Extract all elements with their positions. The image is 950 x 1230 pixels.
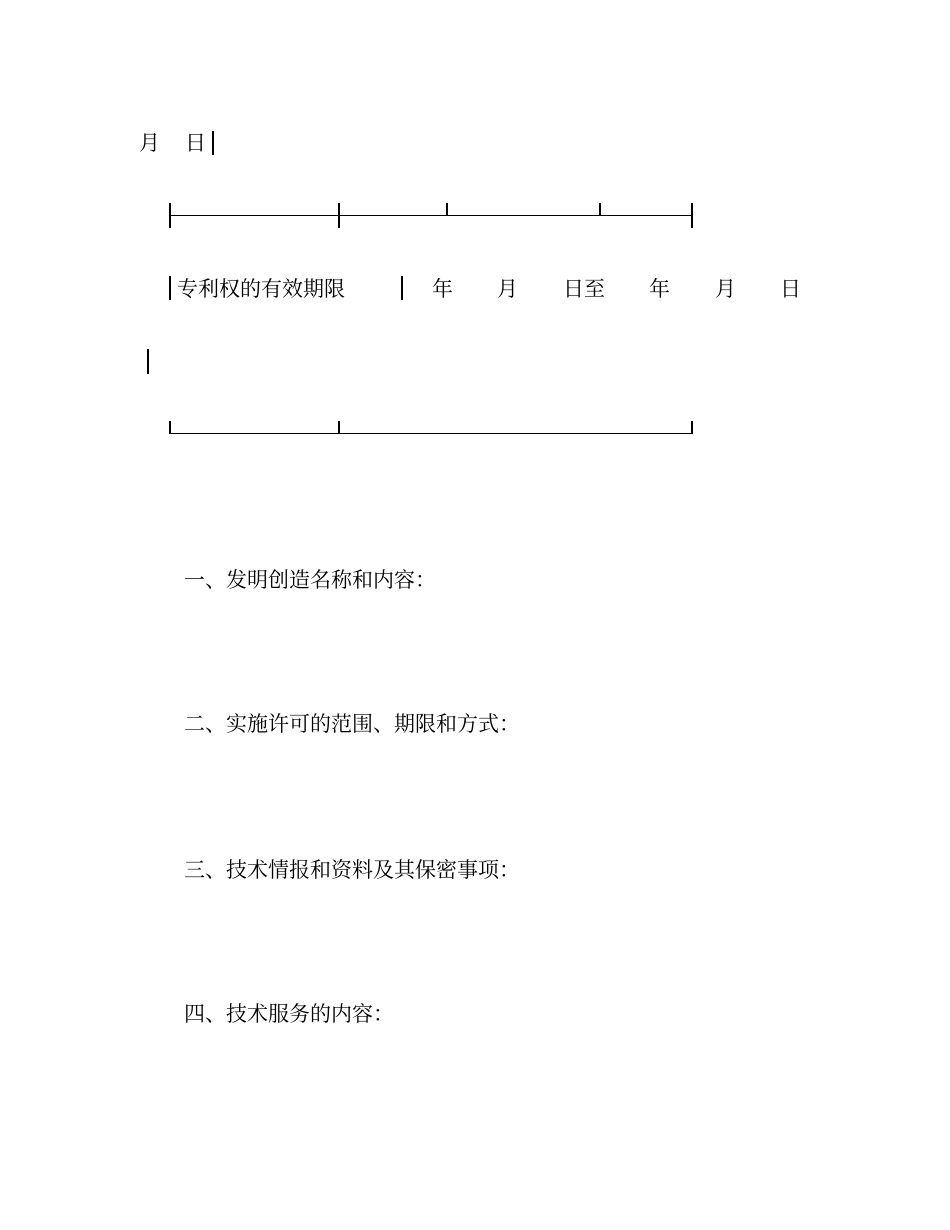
table-rule-tick bbox=[446, 203, 448, 215]
table-bottom-rule bbox=[169, 433, 693, 434]
section-heading: 四、技术服务的内容： bbox=[184, 1002, 394, 1026]
section-heading: 二、实施许可的范围、期限和方式： bbox=[184, 712, 520, 736]
table-rule-tick bbox=[691, 421, 693, 434]
year-label: 年 bbox=[649, 277, 670, 301]
table-border-vertical bbox=[147, 349, 149, 374]
month-label: 月 bbox=[497, 277, 518, 301]
table-border-vertical bbox=[401, 276, 403, 300]
row-label: 专利权的有效期限 bbox=[177, 277, 345, 301]
year-label: 年 bbox=[432, 277, 453, 301]
month-label: 月 bbox=[139, 131, 160, 155]
table-rule-tick bbox=[338, 203, 340, 228]
day-label: 日 bbox=[185, 131, 206, 155]
month-label: 月 bbox=[715, 277, 736, 301]
section-heading: 三、技术情报和资料及其保密事项： bbox=[184, 858, 520, 882]
section-heading: 一、发明创造名称和内容： bbox=[184, 568, 436, 592]
table-rule-tick bbox=[169, 421, 171, 434]
table-border-vertical bbox=[212, 131, 214, 155]
table-rule-tick bbox=[691, 203, 693, 228]
table-rule-tick bbox=[338, 421, 340, 434]
table-rule-tick bbox=[169, 203, 171, 228]
table-top-rule bbox=[169, 215, 693, 216]
table-border-vertical bbox=[169, 276, 171, 300]
table-rule-tick bbox=[599, 203, 601, 215]
day-label: 日 bbox=[780, 277, 801, 301]
day-to-label: 日至 bbox=[563, 277, 605, 301]
